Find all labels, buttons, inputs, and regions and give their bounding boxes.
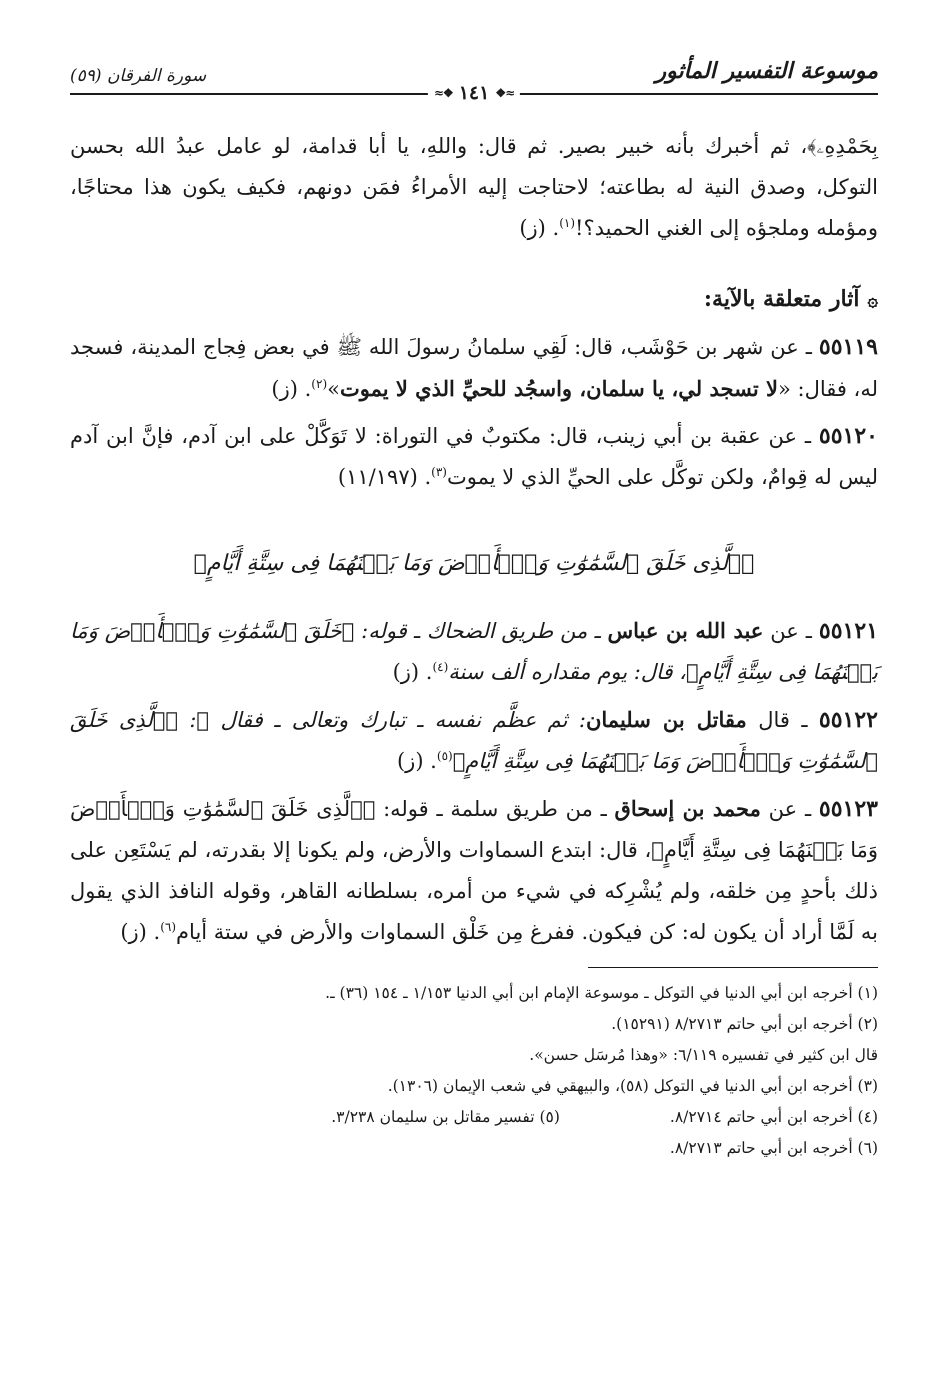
intro-text: بِحَمْدِهِۦ﴾، ثم أخبرك بأنه خبير بصير. ثم قال: واللهِ، يا أبا قدامة، لو عامل عبدُ الله بحسن التوكل، وصدق النية له بطاعته؛ لاحتاجت إليه الأمراءُ فمَن دونهم، فكيف يكون هذا محتاجًا، ومؤمله وملجؤه إلى الغني الحميد؟! xyxy=(70,134,878,240)
section-title xyxy=(70,279,878,321)
entry-number: ٥٥١٢٢ xyxy=(818,707,878,733)
source-tag: . (ز) xyxy=(519,216,560,240)
footnote-4-5-row xyxy=(70,1102,878,1133)
footnote-ref: (٦) xyxy=(160,920,177,934)
entry-text-post: » xyxy=(327,377,340,401)
verse-heading: ﴿ٱلَّذِى خَلَقَ ٱلسَّمَٰوَٰتِ وَٱلۡأَرۡضَ وَمَا بَيۡنَهُمَا فِى سِتَّةِ أَيَّامٍ﴾ xyxy=(193,551,755,576)
entry-text: ـ قال xyxy=(746,708,819,732)
footnote-ref: (٣) xyxy=(431,465,447,479)
entry-bold-text: لا تسجد لي، يا سلمان، واسجُد للحيِّ الذي لا يموت xyxy=(339,376,778,401)
entry-text-post: ـ من طريق سلمة ـ قوله: ﴿ٱلَّذِى خَلَقَ ٱلسَّمَٰوَٰتِ وَٱلۡأَرۡضَ وَمَا بَيۡنَهُمَا فِى سِتَّةِ أَيَّامٍ﴾، قال: ابتدع السماوات والأرض، ولم يكونا إلا بقدرته، لم يَسْتَعِن على ذلك بأحدٍ مِن خلقه، ولم يُشْرِكه في شيء من أمره، بسلطانه القاهر، وقوله النافذ الذي يقول به لَمَّا أراد أن يكون له: كن فيكون. ففرغ مِن خَلْق السماوات والأرض في ستة أيام xyxy=(70,797,878,944)
star-ornament-icon: ۞ xyxy=(867,290,878,311)
entry-text-post: : ثم عظَّم نفسه ـ تبارك وتعالى ـ فقال ﷻ: ﴿ٱلَّذِى خَلَقَ ٱلسَّمَٰوَٰتِ وَٱلۡأَرۡضَ وَمَا بَيۡنَهُمَا فِى سِتَّةِ أَيَّامٍ﴾ xyxy=(70,708,878,773)
footnote-divider xyxy=(588,967,878,968)
source-tag: . (ز) xyxy=(271,377,312,401)
entry-number: ٥٥١٢٠ xyxy=(818,423,878,449)
intro-paragraph xyxy=(70,126,878,249)
source-tag: . (ز) xyxy=(392,660,433,684)
page-number-block xyxy=(428,82,520,104)
footnote-ref: (٤) xyxy=(432,660,449,674)
source-tag: . (١١/١٩٧) xyxy=(337,465,432,489)
page-number: ١٤١ xyxy=(458,82,490,104)
source-tag: . (ز) xyxy=(396,749,437,773)
hadith-entry xyxy=(70,788,878,953)
entry-text: ـ عن عقبة بن أبي زينب، قال: مكتوبٌ في التوراة: لا تَوَكَّلْ على ابن آدم، فإنَّ ابن آدم ليس له قِوامٌ، ولكن توكَّل على الحيِّ الذي لا يموت xyxy=(70,424,878,489)
footnote-2-note: قال ابن كثير في تفسيره ٦/١١٩: «وهذا مُرسَل حسن». xyxy=(529,1046,878,1064)
entry-text: ـ عن xyxy=(763,619,819,643)
hadith-entry xyxy=(70,699,878,782)
footnote-3: (٣) أخرجه ابن أبي الدنيا في التوكل (٥٨)، والبيهقي في شعب الإيمان (١٣٠٦). xyxy=(387,1077,878,1095)
source-tag: . (ز) xyxy=(120,920,161,944)
footnote-ref: (٢) xyxy=(311,377,328,391)
footnotes xyxy=(70,978,878,1164)
footnote-ref: (١) xyxy=(559,216,576,230)
hadith-entry xyxy=(70,327,878,410)
page-header xyxy=(70,52,878,104)
narrator-name: عبد الله بن عباس xyxy=(607,618,764,643)
footnote-2: (٢) أخرجه ابن أبي حاتم ٨/٢٧١٣ (١٥٢٩١). xyxy=(611,1015,878,1033)
footnote-1: (١) أخرجه ابن أبي الدنيا في التوكل ـ موسوعة الإمام ابن أبي الدنيا ١/١٥٣ ـ ١٥٤ (٣٦) ـ. xyxy=(325,984,878,1002)
entry-number: ٥٥١٢١ xyxy=(818,618,879,644)
book-title: موسوعة التفسير المأثور xyxy=(655,58,878,84)
footnote-ref: (٥) xyxy=(436,749,453,763)
footnote-4: (٤) أخرجه ابن أبي حاتم ٨/٢٧١٤. xyxy=(669,1108,878,1126)
entry-text: ـ عن شهر بن حَوْشَب، قال: لَقِي سلمانُ رسولَ الله ﷺ في بعض فِجاج المدينة، فسجد له، فقال: « xyxy=(70,335,878,401)
hadith-entry xyxy=(70,610,878,693)
surah-label: سورة الفرقان (٥٩) xyxy=(70,66,207,86)
entry-number: ٥٥١٢٣ xyxy=(818,796,878,822)
book-page xyxy=(70,52,878,1164)
entry-text: ـ عن xyxy=(760,797,819,821)
narrator-name: محمد بن إسحاق xyxy=(614,796,761,821)
section-title-text: آثار متعلقة بالآية: xyxy=(703,286,860,312)
ornament-right-icon: ❖≈ xyxy=(495,86,515,100)
entry-text-post: ـ من طريق الضحاك ـ قوله: ﴿خَلَقَ ٱلسَّمَٰوَٰتِ وَٱلۡأَرۡضَ وَمَا بَيۡنَهُمَا فِى سِتَّةِ أَيَّامٍ﴾، قال: يوم مقداره ألف سنة xyxy=(70,619,878,684)
narrator-name: مقاتل بن سليمان xyxy=(585,707,747,732)
footnote-6: (٦) أخرجه ابن أبي حاتم ٨/٢٧١٣. xyxy=(669,1139,878,1157)
ornament-left-icon: ≈❖ xyxy=(433,86,453,100)
footnote-5: (٥) تفسير مقاتل بن سليمان ٣/٢٣٨. xyxy=(331,1108,560,1126)
hadith-entry xyxy=(70,416,878,498)
entry-number: ٥٥١١٩ xyxy=(818,334,878,360)
